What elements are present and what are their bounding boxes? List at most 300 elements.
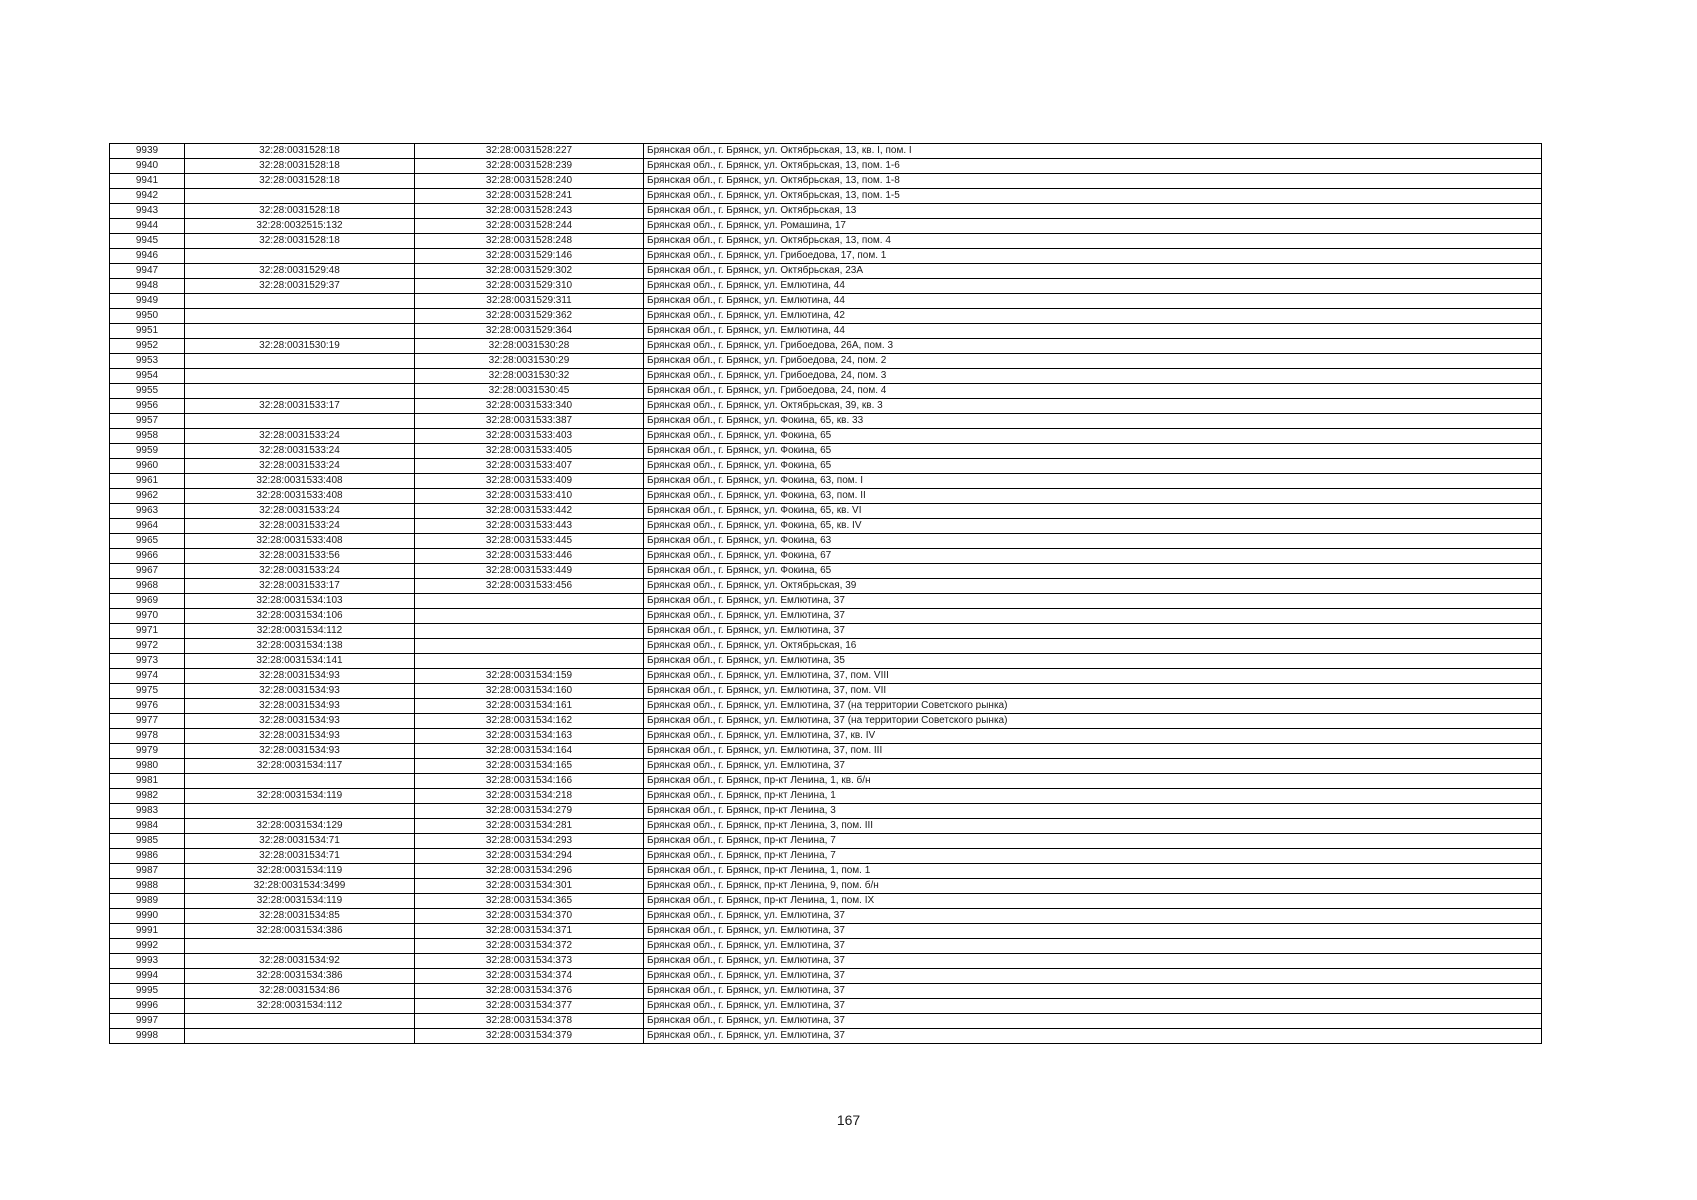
cell-address: Брянская обл., г. Брянск, ул. Фокина, 63, пом. I (644, 474, 1542, 489)
cell-address: Брянская обл., г. Брянск, ул. Емлютина, 35 (644, 654, 1542, 669)
cell-row-number: 9986 (110, 849, 185, 864)
cell-parcel-number (185, 369, 415, 384)
cell-object-number: 32:28:0031534:373 (415, 954, 644, 969)
cell-address: Брянская обл., г. Брянск, ул. Фокина, 65 (644, 459, 1542, 474)
cell-address: Брянская обл., г. Брянск, ул. Емлютина, 37 (644, 999, 1542, 1014)
cell-row-number: 9996 (110, 999, 185, 1014)
table-row (110, 174, 1542, 189)
cell-object-number: 32:28:0031534:296 (415, 864, 644, 879)
cell-object-number: 32:28:0031534:301 (415, 879, 644, 894)
cell-parcel-number: 32:28:0031534:93 (185, 669, 415, 684)
cell-parcel-number: 32:28:0031533:24 (185, 519, 415, 534)
cell-address: Брянская обл., г. Брянск, ул. Октябрьская, 39 (644, 579, 1542, 594)
cell-address: Брянская обл., г. Брянск, ул. Емлютина, 37 (644, 624, 1542, 639)
cell-parcel-number (185, 804, 415, 819)
cell-object-number: 32:28:0031533:443 (415, 519, 644, 534)
cell-row-number: 9948 (110, 279, 185, 294)
cell-parcel-number (185, 1029, 415, 1044)
table-row (110, 819, 1542, 834)
cell-object-number: 32:28:0031533:446 (415, 549, 644, 564)
cell-object-number: 32:28:0031529:311 (415, 294, 644, 309)
cell-row-number: 9992 (110, 939, 185, 954)
cell-address: Брянская обл., г. Брянск, ул. Октябрьская, 13, кв. I, пом. I (644, 144, 1542, 159)
cell-object-number: 32:28:0031534:161 (415, 699, 644, 714)
cell-parcel-number: 32:28:0031534:119 (185, 894, 415, 909)
cell-row-number: 9946 (110, 249, 185, 264)
table-row (110, 954, 1542, 969)
table-row (110, 624, 1542, 639)
cell-row-number: 9952 (110, 339, 185, 354)
table-row (110, 1029, 1542, 1044)
cell-object-number: 32:28:0031528:240 (415, 174, 644, 189)
table-row (110, 969, 1542, 984)
cell-row-number: 9945 (110, 234, 185, 249)
cell-row-number: 9984 (110, 819, 185, 834)
cell-object-number (415, 624, 644, 639)
cell-row-number: 9947 (110, 264, 185, 279)
cell-object-number: 32:28:0031533:405 (415, 444, 644, 459)
table-row (110, 414, 1542, 429)
cell-parcel-number (185, 354, 415, 369)
cell-row-number: 9951 (110, 324, 185, 339)
cell-row-number: 9960 (110, 459, 185, 474)
table-row (110, 609, 1542, 624)
table-row (110, 669, 1542, 684)
cell-row-number: 9957 (110, 414, 185, 429)
table-row (110, 984, 1542, 999)
cell-row-number: 9995 (110, 984, 185, 999)
table-row (110, 924, 1542, 939)
cell-parcel-number: 32:28:0031533:408 (185, 534, 415, 549)
cell-object-number: 32:28:0031534:372 (415, 939, 644, 954)
cell-address: Брянская обл., г. Брянск, ул. Грибоедова, 17, пом. 1 (644, 249, 1542, 264)
cell-parcel-number: 32:28:0031534:71 (185, 834, 415, 849)
cell-address: Брянская обл., г. Брянск, ул. Емлютина, 37, пом. VII (644, 684, 1542, 699)
cell-address: Брянская обл., г. Брянск, ул. Емлютина, 37 (644, 1014, 1542, 1029)
cell-parcel-number: 32:28:0031534:138 (185, 639, 415, 654)
table-row (110, 909, 1542, 924)
cell-parcel-number: 32:28:0031534:3499 (185, 879, 415, 894)
cell-address: Брянская обл., г. Брянск, ул. Фокина, 65, кв. 33 (644, 414, 1542, 429)
table-row (110, 534, 1542, 549)
cell-parcel-number: 32:28:0031534:141 (185, 654, 415, 669)
cell-object-number: 32:28:0031534:163 (415, 729, 644, 744)
cell-address: Брянская обл., г. Брянск, ул. Емлютина, 37 (644, 984, 1542, 999)
cell-row-number: 9949 (110, 294, 185, 309)
cell-address: Брянская обл., г. Брянск, ул. Октябрьская, 13 (644, 204, 1542, 219)
table-row (110, 474, 1542, 489)
cell-address: Брянская обл., г. Брянск, ул. Емлютина, 44 (644, 279, 1542, 294)
cell-object-number: 32:28:0031534:371 (415, 924, 644, 939)
table-row (110, 399, 1542, 414)
cell-row-number: 9977 (110, 714, 185, 729)
cell-parcel-number (185, 294, 415, 309)
cell-object-number: 32:28:0031533:445 (415, 534, 644, 549)
cell-parcel-number: 32:28:0031528:18 (185, 174, 415, 189)
cell-object-number: 32:28:0031528:239 (415, 159, 644, 174)
cell-parcel-number: 32:28:0031533:408 (185, 474, 415, 489)
cell-address: Брянская обл., г. Брянск, ул. Октябрьская, 16 (644, 639, 1542, 654)
cell-object-number: 32:28:0031534:160 (415, 684, 644, 699)
table-row (110, 294, 1542, 309)
cell-address: Брянская обл., г. Брянск, ул. Октябрьская, 13, пом. 4 (644, 234, 1542, 249)
cell-parcel-number (185, 189, 415, 204)
cell-row-number: 9967 (110, 564, 185, 579)
cell-object-number: 32:28:0031533:410 (415, 489, 644, 504)
cell-address: Брянская обл., г. Брянск, ул. Фокина, 63 (644, 534, 1542, 549)
cell-row-number: 9988 (110, 879, 185, 894)
cell-parcel-number: 32:28:0032515:132 (185, 219, 415, 234)
cell-address: Брянская обл., г. Брянск, ул. Октябрьская, 39, кв. 3 (644, 399, 1542, 414)
cell-object-number: 32:28:0031534:374 (415, 969, 644, 984)
cell-row-number: 9956 (110, 399, 185, 414)
table-row (110, 249, 1542, 264)
cell-parcel-number: 32:28:0031534:117 (185, 759, 415, 774)
cell-object-number: 32:28:0031528:244 (415, 219, 644, 234)
cell-address: Брянская обл., г. Брянск, ул. Фокина, 65 (644, 444, 1542, 459)
cell-object-number: 32:28:0031529:364 (415, 324, 644, 339)
cell-object-number: 32:28:0031534:279 (415, 804, 644, 819)
cell-address: Брянская обл., г. Брянск, пр-кт Ленина, 1, пом. 1 (644, 864, 1542, 879)
cell-row-number: 9985 (110, 834, 185, 849)
cell-address: Брянская обл., г. Брянск, ул. Грибоедова, 24, пом. 3 (644, 369, 1542, 384)
cell-row-number: 9982 (110, 789, 185, 804)
cell-parcel-number (185, 414, 415, 429)
cell-object-number: 32:28:0031533:340 (415, 399, 644, 414)
cell-row-number: 9962 (110, 489, 185, 504)
cell-row-number: 9981 (110, 774, 185, 789)
cell-row-number: 9974 (110, 669, 185, 684)
cell-address: Брянская обл., г. Брянск, пр-кт Ленина, 3 (644, 804, 1542, 819)
cell-address: Брянская обл., г. Брянск, ул. Ромашина, 17 (644, 219, 1542, 234)
cell-row-number: 9973 (110, 654, 185, 669)
cell-object-number: 32:28:0031530:32 (415, 369, 644, 384)
cell-parcel-number: 32:28:0031533:56 (185, 549, 415, 564)
cell-parcel-number: 32:28:0031534:71 (185, 849, 415, 864)
cell-row-number: 9954 (110, 369, 185, 384)
cell-address: Брянская обл., г. Брянск, ул. Октябрьская, 13, пом. 1-6 (644, 159, 1542, 174)
cell-row-number: 9990 (110, 909, 185, 924)
table-row (110, 504, 1542, 519)
cell-row-number: 9976 (110, 699, 185, 714)
table-row (110, 489, 1542, 504)
cell-address: Брянская обл., г. Брянск, пр-кт Ленина, 1 (644, 789, 1542, 804)
cell-address: Брянская обл., г. Брянск, ул. Емлютина, 37, пом. III (644, 744, 1542, 759)
table-row (110, 594, 1542, 609)
cell-address: Брянская обл., г. Брянск, ул. Емлютина, 37 (644, 969, 1542, 984)
cell-row-number: 9998 (110, 1029, 185, 1044)
table-row (110, 939, 1542, 954)
cell-address: Брянская обл., г. Брянск, пр-кт Ленина, 1, кв. б/н (644, 774, 1542, 789)
table-row (110, 519, 1542, 534)
cell-object-number: 32:28:0031533:456 (415, 579, 644, 594)
cell-row-number: 9987 (110, 864, 185, 879)
cell-row-number: 9975 (110, 684, 185, 699)
cell-address: Брянская обл., г. Брянск, ул. Грибоедова, 26А, пом. 3 (644, 339, 1542, 354)
cell-address: Брянская обл., г. Брянск, ул. Емлютина, 37 (644, 939, 1542, 954)
table-row (110, 159, 1542, 174)
cell-object-number: 32:28:0031534:166 (415, 774, 644, 789)
cell-parcel-number: 32:28:0031534:112 (185, 624, 415, 639)
table-row (110, 879, 1542, 894)
cell-object-number: 32:28:0031530:28 (415, 339, 644, 354)
cell-object-number: 32:28:0031534:377 (415, 999, 644, 1014)
cell-row-number: 9963 (110, 504, 185, 519)
table-row (110, 309, 1542, 324)
cell-object-number: 32:28:0031534:164 (415, 744, 644, 759)
cell-row-number: 9971 (110, 624, 185, 639)
cell-row-number: 9994 (110, 969, 185, 984)
cell-object-number: 32:28:0031533:403 (415, 429, 644, 444)
cell-object-number: 32:28:0031533:449 (415, 564, 644, 579)
cell-address: Брянская обл., г. Брянск, ул. Емлютина, 37, пом. VIII (644, 669, 1542, 684)
cell-parcel-number: 32:28:0031534:386 (185, 969, 415, 984)
table-row (110, 279, 1542, 294)
cell-address: Брянская обл., г. Брянск, пр-кт Ленина, 7 (644, 834, 1542, 849)
cell-address: Брянская обл., г. Брянск, ул. Емлютина, 42 (644, 309, 1542, 324)
cell-parcel-number: 32:28:0031534:119 (185, 789, 415, 804)
table-row (110, 234, 1542, 249)
cell-object-number: 32:28:0031534:378 (415, 1014, 644, 1029)
page-number: 167 (836, 1112, 861, 1128)
cell-parcel-number: 32:28:0031533:24 (185, 564, 415, 579)
table-row (110, 204, 1542, 219)
cell-row-number: 9943 (110, 204, 185, 219)
cadastral-table (109, 143, 1542, 1044)
table-row (110, 549, 1542, 564)
table-row (110, 189, 1542, 204)
cell-address: Брянская обл., г. Брянск, ул. Емлютина, 37 (644, 609, 1542, 624)
cell-object-number (415, 609, 644, 624)
cell-row-number: 9968 (110, 579, 185, 594)
cell-object-number: 32:28:0031528:227 (415, 144, 644, 159)
cell-object-number: 32:28:0031534:159 (415, 669, 644, 684)
cell-address: Брянская обл., г. Брянск, ул. Фокина, 63, пом. II (644, 489, 1542, 504)
cell-object-number: 32:28:0031533:442 (415, 504, 644, 519)
cell-object-number: 32:28:0031534:370 (415, 909, 644, 924)
cell-parcel-number (185, 309, 415, 324)
cell-address: Брянская обл., г. Брянск, ул. Грибоедова, 24, пом. 2 (644, 354, 1542, 369)
cell-object-number: 32:28:0031530:29 (415, 354, 644, 369)
cell-row-number: 9939 (110, 144, 185, 159)
table-row (110, 804, 1542, 819)
cell-address: Брянская обл., г. Брянск, ул. Емлютина, 37 (644, 1029, 1542, 1044)
table-row (110, 999, 1542, 1014)
table-row (110, 729, 1542, 744)
cell-row-number: 9997 (110, 1014, 185, 1029)
cell-parcel-number: 32:28:0031534:93 (185, 744, 415, 759)
table-row (110, 714, 1542, 729)
cell-parcel-number: 32:28:0031534:93 (185, 714, 415, 729)
table-row (110, 894, 1542, 909)
table-row (110, 744, 1542, 759)
cell-parcel-number: 32:28:0031533:408 (185, 489, 415, 504)
table-row (110, 849, 1542, 864)
cell-object-number: 32:28:0031528:243 (415, 204, 644, 219)
table-row (110, 564, 1542, 579)
table-body (110, 144, 1542, 1044)
table-row (110, 699, 1542, 714)
table-row (110, 654, 1542, 669)
cell-parcel-number: 32:28:0031528:18 (185, 159, 415, 174)
cell-row-number: 9964 (110, 519, 185, 534)
cell-parcel-number: 32:28:0031528:18 (185, 234, 415, 249)
cell-parcel-number: 32:28:0031534:92 (185, 954, 415, 969)
cell-object-number: 32:28:0031534:281 (415, 819, 644, 834)
cell-address: Брянская обл., г. Брянск, пр-кт Ленина, 7 (644, 849, 1542, 864)
cell-parcel-number: 32:28:0031534:86 (185, 984, 415, 999)
cell-object-number (415, 654, 644, 669)
table-row (110, 864, 1542, 879)
cell-address: Брянская обл., г. Брянск, ул. Фокина, 65, кв. IV (644, 519, 1542, 534)
cell-address: Брянская обл., г. Брянск, ул. Октябрьская, 13, пом. 1-5 (644, 189, 1542, 204)
cell-parcel-number: 32:28:0031533:17 (185, 579, 415, 594)
table-row (110, 684, 1542, 699)
cell-address: Брянская обл., г. Брянск, ул. Емлютина, 44 (644, 324, 1542, 339)
cell-address: Брянская обл., г. Брянск, пр-кт Ленина, 3, пом. III (644, 819, 1542, 834)
cell-address: Брянская обл., г. Брянск, ул. Емлютина, 37 (на территории Советского рынка) (644, 699, 1542, 714)
cell-row-number: 9970 (110, 609, 185, 624)
cell-row-number: 9991 (110, 924, 185, 939)
cell-address: Брянская обл., г. Брянск, ул. Емлютина, 37 (644, 924, 1542, 939)
cell-address: Брянская обл., г. Брянск, ул. Емлютина, 37 (644, 954, 1542, 969)
cell-parcel-number: 32:28:0031533:24 (185, 444, 415, 459)
cell-address: Брянская обл., г. Брянск, пр-кт Ленина, 9, пом. б/н (644, 879, 1542, 894)
cell-object-number: 32:28:0031534:294 (415, 849, 644, 864)
cell-parcel-number: 32:28:0031533:24 (185, 459, 415, 474)
cell-parcel-number (185, 324, 415, 339)
cell-parcel-number: 32:28:0031528:18 (185, 204, 415, 219)
cell-object-number: 32:28:0031533:409 (415, 474, 644, 489)
table-row (110, 834, 1542, 849)
table-row (110, 339, 1542, 354)
cell-row-number: 9972 (110, 639, 185, 654)
cell-row-number: 9965 (110, 534, 185, 549)
cell-parcel-number (185, 939, 415, 954)
cell-parcel-number: 32:28:0031534:93 (185, 684, 415, 699)
cell-row-number: 9942 (110, 189, 185, 204)
cell-row-number: 9980 (110, 759, 185, 774)
cell-address: Брянская обл., г. Брянск, ул. Емлютина, 37, кв. IV (644, 729, 1542, 744)
cell-parcel-number: 32:28:0031534:85 (185, 909, 415, 924)
cell-row-number: 9989 (110, 894, 185, 909)
cell-address: Брянская обл., г. Брянск, ул. Емлютина, 37 (644, 594, 1542, 609)
cell-parcel-number: 32:28:0031534:106 (185, 609, 415, 624)
cell-row-number: 9941 (110, 174, 185, 189)
cell-object-number: 32:28:0031529:362 (415, 309, 644, 324)
cell-row-number: 9940 (110, 159, 185, 174)
cell-parcel-number: 32:28:0031534:93 (185, 699, 415, 714)
table-row (110, 444, 1542, 459)
cell-parcel-number: 32:28:0031534:129 (185, 819, 415, 834)
table-row (110, 789, 1542, 804)
table-row (110, 429, 1542, 444)
cell-address: Брянская обл., г. Брянск, ул. Фокина, 67 (644, 549, 1542, 564)
cell-address: Брянская обл., г. Брянск, ул. Октябрьская, 23А (644, 264, 1542, 279)
cell-address: Брянская обл., г. Брянск, ул. Октябрьская, 13, пом. 1-8 (644, 174, 1542, 189)
cell-parcel-number: 32:28:0031533:24 (185, 504, 415, 519)
cell-object-number: 32:28:0031534:379 (415, 1029, 644, 1044)
cell-object-number: 32:28:0031529:302 (415, 264, 644, 279)
cell-address: Брянская обл., г. Брянск, ул. Фокина, 65 (644, 429, 1542, 444)
cell-parcel-number: 32:28:0031529:48 (185, 264, 415, 279)
table-row (110, 144, 1542, 159)
cell-parcel-number: 32:28:0031533:24 (185, 429, 415, 444)
cell-row-number: 9958 (110, 429, 185, 444)
cell-object-number: 32:28:0031534:218 (415, 789, 644, 804)
cell-address: Брянская обл., г. Брянск, ул. Емлютина, 37 (644, 759, 1542, 774)
cell-parcel-number: 32:28:0031529:37 (185, 279, 415, 294)
table-row (110, 264, 1542, 279)
cell-parcel-number: 32:28:0031534:93 (185, 729, 415, 744)
table-row (110, 354, 1542, 369)
cell-parcel-number (185, 384, 415, 399)
cell-object-number: 32:28:0031529:146 (415, 249, 644, 264)
cell-row-number: 9961 (110, 474, 185, 489)
cell-object-number: 32:28:0031533:407 (415, 459, 644, 474)
cell-parcel-number: 32:28:0031528:18 (185, 144, 415, 159)
cell-object-number (415, 594, 644, 609)
cell-parcel-number: 32:28:0031534:386 (185, 924, 415, 939)
cell-parcel-number (185, 774, 415, 789)
cell-row-number: 9979 (110, 744, 185, 759)
cell-row-number: 9944 (110, 219, 185, 234)
cell-object-number: 32:28:0031534:165 (415, 759, 644, 774)
table-row (110, 1014, 1542, 1029)
table-row (110, 639, 1542, 654)
cell-address: Брянская обл., г. Брянск, ул. Емлютина, 37 (644, 909, 1542, 924)
table-row (110, 579, 1542, 594)
table-row (110, 369, 1542, 384)
cell-object-number: 32:28:0031534:293 (415, 834, 644, 849)
cell-parcel-number: 32:28:0031530:19 (185, 339, 415, 354)
cell-row-number: 9959 (110, 444, 185, 459)
cell-object-number: 32:28:0031528:248 (415, 234, 644, 249)
cell-parcel-number: 32:28:0031533:17 (185, 399, 415, 414)
cell-row-number: 9950 (110, 309, 185, 324)
table-row (110, 759, 1542, 774)
table-row (110, 219, 1542, 234)
table-row (110, 324, 1542, 339)
cell-object-number: 32:28:0031534:376 (415, 984, 644, 999)
table-row (110, 774, 1542, 789)
cell-row-number: 9983 (110, 804, 185, 819)
cell-row-number: 9966 (110, 549, 185, 564)
cell-row-number: 9955 (110, 384, 185, 399)
cell-row-number: 9953 (110, 354, 185, 369)
cell-address: Брянская обл., г. Брянск, пр-кт Ленина, 1, пом. IX (644, 894, 1542, 909)
cell-parcel-number (185, 249, 415, 264)
cell-object-number: 32:28:0031530:45 (415, 384, 644, 399)
cell-object-number: 32:28:0031534:365 (415, 894, 644, 909)
cell-object-number: 32:28:0031528:241 (415, 189, 644, 204)
cell-row-number: 9978 (110, 729, 185, 744)
cell-address: Брянская обл., г. Брянск, ул. Емлютина, 44 (644, 294, 1542, 309)
cell-address: Брянская обл., г. Брянск, ул. Грибоедова, 24, пом. 4 (644, 384, 1542, 399)
cell-address: Брянская обл., г. Брянск, ул. Фокина, 65, кв. VI (644, 504, 1542, 519)
cell-parcel-number: 32:28:0031534:103 (185, 594, 415, 609)
cell-parcel-number (185, 1014, 415, 1029)
cell-object-number: 32:28:0031533:387 (415, 414, 644, 429)
cell-object-number (415, 639, 644, 654)
table-row (110, 384, 1542, 399)
cell-address: Брянская обл., г. Брянск, ул. Емлютина, 37 (на территории Советского рынка) (644, 714, 1542, 729)
cell-object-number: 32:28:0031529:310 (415, 279, 644, 294)
cell-object-number: 32:28:0031534:162 (415, 714, 644, 729)
cell-parcel-number: 32:28:0031534:119 (185, 864, 415, 879)
cell-address: Брянская обл., г. Брянск, ул. Фокина, 65 (644, 564, 1542, 579)
cell-parcel-number: 32:28:0031534:112 (185, 999, 415, 1014)
